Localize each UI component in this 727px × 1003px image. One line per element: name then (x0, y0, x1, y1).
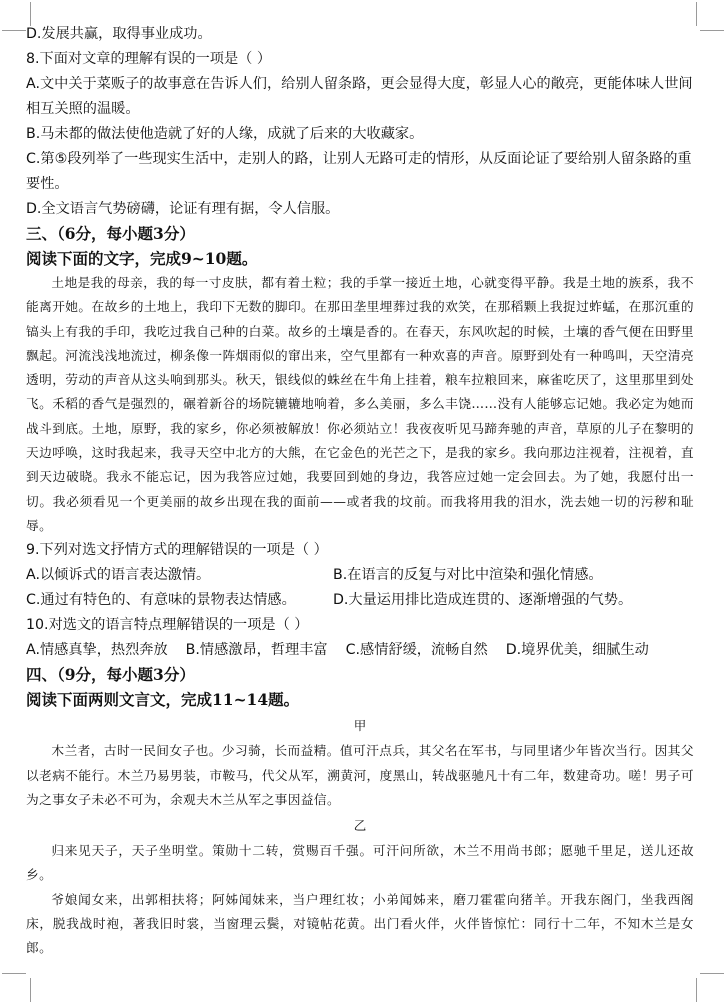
yi-paragraph-1: 归来见天子，天子坐明堂。策勋十二转，赏赐百千强。可汗问所欲，木兰不用尚书郎；愿驰千里足，送儿还故乡。 (26, 843, 694, 883)
section-4-heading: 四、（9分，每小题3分） (26, 665, 195, 685)
jia-paragraph: 木兰者，古时一民间女子也。少习骑，长而益精。值可汗点兵，其父名在军书，与同里诸少年皆次当行。因其父以老病不能行。木兰乃易男装，市鞍马，代父从军，溯黄河，度黑山，转战驱驰凡十有二年，数建奇功。嗟！男子可为之事女子未必不可为，余观夫木兰从军之事因益信。 (26, 743, 694, 807)
q10-option-c: C.感情舒缓，流畅自然 (345, 642, 488, 659)
section-3-passage (26, 271, 694, 538)
text-jia-label: 甲 (353, 718, 367, 734)
q9-option-d: D.大量运用排比造成连贯的、逐渐增强的气势。 (333, 592, 633, 609)
exam-page (26, 22, 694, 961)
q10-option-b: B.情感激昂，哲理丰富 (185, 642, 328, 659)
q10-option-a: A.情感真挚，热烈奔放 (26, 642, 168, 659)
q8-option-d: D.全文语言气势磅礴，论证有理有据，令人信服。 (26, 201, 340, 217)
q8-stem: 8.下面对文章的理解有误的一项是（ ） (26, 51, 272, 67)
q9-option-c: C.通过有特色的、有意味的景物表达情感。 (26, 592, 296, 609)
q10-stem: 10.对选文的语言特点理解错误的一项是（ ） (26, 617, 309, 634)
q8-option-a: A.文中关于菜贩子的故事意在告诉人们，给别人留条路，更会显得大度，彰显人心的敞亮，更能体味人世间相互关照的温暖。 (26, 76, 693, 117)
section-3-instruction: 阅读下面的文字，完成9~10题。 (26, 248, 258, 268)
q10-option-d: D.境界优美，细腻生动 (505, 642, 649, 659)
q7-option-d: D.发展共赢，取得事业成功。 (26, 26, 212, 42)
text-yi-label: 乙 (353, 818, 367, 834)
q9-options-row-1 (26, 563, 694, 588)
passage-paragraph: 土地是我的母亲，我的每一寸皮肤，都有着土粒；我的手掌一接近土地，心就变得平静。我是土地的族系，我不能离开她。在故乡的土地上，我印下无数的脚印。在那田垄里埋葬过我的欢笑，在那稻颗上我捉过蚱蜢，在那沉重的镐头上有我的手印，我吃过我自己种的白菜。故乡的土壤是香的。在春天，东风吹起的时候，土壤的香气便在田野里飘起。河流浅浅地流过，柳条像一阵烟雨似的窜出来，空气里都有一种欢喜的声音。原野到处有一种鸣叫，天空清亮透明，劳动的声音从这头响到那头。秋天，银线似的蛛丝在牛角上挂着，粮车拉粮回来，麻雀吃厌了，这里那里到处飞。禾稻的香气是强烈的，碾着新谷的场院辘辘地响着，多么美丽，多么丰饶……没有人能够忘记她。我必定为她而战斗到底。土地，原野，我的家乡，你必须被解放！你必须站立！我夜夜听见马蹄奔驰的声音，草原的儿子在黎明的天边呼唤，这时我起来，我寻天空中北方的大熊，在它金色的光芒之下，是我的家乡。我向那边注视着，注视着，直到天边破晓。我永不能忘记，因为我答应过她，我要回到她的身边，我答应过她一定会回去。为了她，我愿付出一切。我必须看见一个更美丽的故乡出现在我的面前——或者我的坟前。而我将用我的泪水，洗去她一切的污秽和耻辱。 (26, 275, 694, 533)
yi-paragraph-2: 爷娘闻女来，出郭相扶将；阿姊闻妹来，当户理红妆；小弟闻姊来，磨刀霍霍向猪羊。开我东阁门，坐我西阁床，脱我战时袍，著我旧时裳，当窗理云鬓，对镜帖花黄。出门看火伴，火伴皆惊忙：同行十二年，不知木兰是女郎。 (26, 891, 694, 956)
q9-option-a: A.以倾诉式的语言表达激情。 (26, 567, 211, 584)
crop-mark-top-right-h (700, 30, 724, 31)
section-3-heading: 三、（6分，每小题3分） (26, 224, 195, 243)
q9-option-b: B.在语言的反复与对比中渲染和强化情感。 (333, 567, 603, 584)
q9-stem: 9.下列对选文抒情方式的理解错误的一项是（ ） (26, 542, 328, 559)
crop-mark-bottom-left-h (2, 973, 26, 974)
section-4-instruction: 阅读下面两则文言文，完成11~14题。 (26, 689, 300, 709)
q10-options-row (26, 638, 694, 663)
q8-option-b: B.马未都的做法使他造就了好的人缘，成就了后来的大收藏家。 (26, 126, 424, 142)
crop-mark-bottom-left-v (30, 978, 31, 1002)
text-jia (26, 739, 694, 812)
q9-options-row-2 (26, 588, 694, 613)
q8-option-c: C.第⑤段列举了一些现实生活中，走别人的路，让别人无路可走的情形，从反面论证了要给别人留条路的重要性。 (26, 151, 692, 192)
crop-mark-bottom-right-h (700, 973, 724, 974)
crop-mark-top-right-v (696, 2, 697, 26)
crop-mark-bottom-right-v (696, 978, 697, 1002)
text-yi (26, 839, 694, 960)
crop-mark-top-left-h (2, 30, 26, 31)
